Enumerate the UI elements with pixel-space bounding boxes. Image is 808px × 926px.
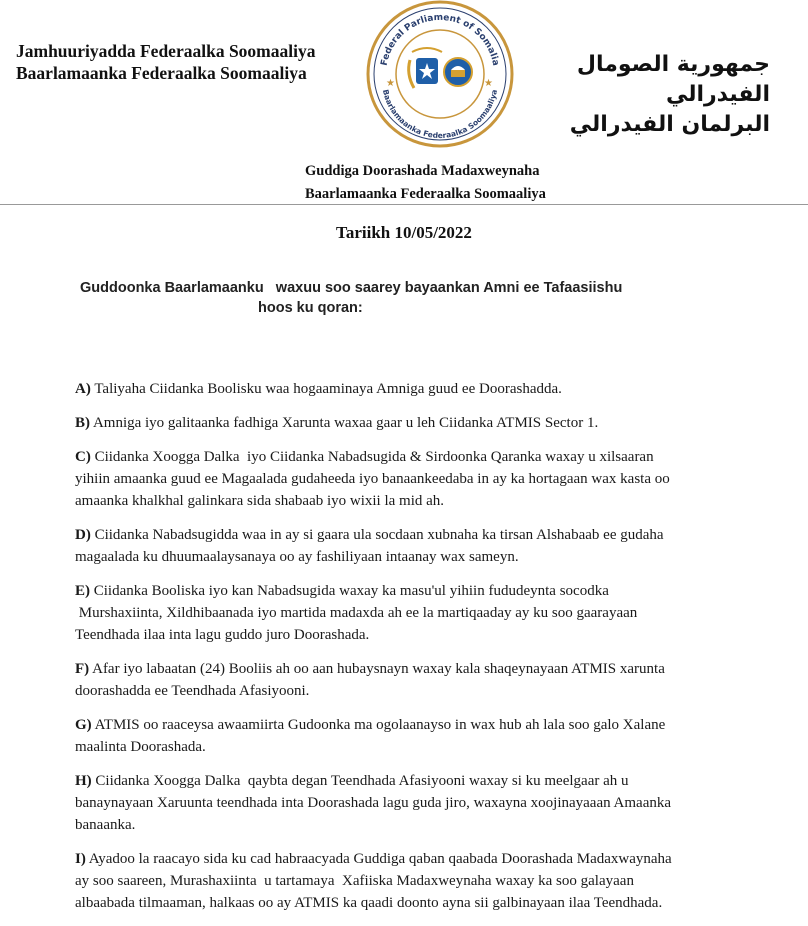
header-divider [0,204,808,205]
list-item [75,524,795,568]
item-line [75,658,795,680]
header-right-titles [510,50,770,140]
item-line [75,680,795,702]
list-item [75,378,795,400]
item-label: F) [75,661,90,677]
item-label: G) [75,717,92,733]
committee-line-2: Baarlamaanka Federaalka Soomaaliya [305,186,546,202]
item-text: Murshaxiinta, Xildhibaanada iyo martida madaxda ah ee la martiqaaday ay ku soo gaarayaan [75,605,638,621]
item-text: yihiin amaanka guud ee Magaalada gudaheeda iyo banaankeedaba in ay ka hortagaan wax kasta oo [75,471,670,487]
item-label: D) [75,527,91,543]
item-text: albaabada tilmaaman, halkaas oo ay ATMIS ka qaadi doonto ayna sii galbinayaan ilaa Teendhada. [75,895,663,911]
item-text: maalinta Doorashada. [75,739,206,755]
item-text: Ciidanka Nabadsugidda waa in ay si gaara ula socdaan xubnaha ka tirsan Alshabaab ee gudaha [94,527,664,543]
committee-name [305,160,605,206]
list-item [75,770,795,836]
security-items-list [75,378,795,926]
item-line [75,792,795,814]
list-item [75,412,795,434]
item-line [75,892,795,914]
star-icon: ★ [484,78,493,89]
intro-line-1: Guddoonka Baarlamaanku waxuu soo saarey bayaankan Amni ee Tafaasiishu [80,280,623,296]
parliament-seal [356,0,524,148]
item-line [75,714,795,736]
item-text: magaalada ku dhuumaalaysanaya oo ay fashiliyaan intaanay wax sameyn. [75,549,519,565]
list-item [75,580,795,646]
item-line [75,624,795,646]
item-text: Ayadoo la raacayo sida ku cad habraacyada Guddiga qaban qaabada Doorashada Madaxwaynaha [88,851,672,867]
item-line [75,814,795,836]
item-label: C) [75,449,91,465]
header-left-titles [16,40,346,84]
seal-inner-text: Baarlamaanka Federaalka Soomaaliya [380,88,500,141]
item-line [75,770,795,792]
item-line [75,446,795,468]
item-text: ay soo saareen, Murashaxiinta u tartamaya Xafiiska Madaxweynaha waxay ka soo galayaan [75,873,634,889]
item-line [75,412,795,434]
item-text: banaanka. [75,817,136,833]
item-label: E) [75,583,90,599]
item-text: doorashadda ee Teendhada Afasiyooni. [75,683,310,699]
item-text: Ciidanka Booliska iyo kan Nabadsugida waxay ka masu'ul yihiin fududeynta socodka [93,583,609,599]
item-text: ATMIS oo raaceysa awaamiirta Gudoonka ma ogolaanayso in wax hub ah lala soo galo Xalane [94,717,666,733]
item-label: I) [75,851,86,867]
republic-name-somali: Jamhuuriyadda Federaalka Soomaaliya [16,41,316,61]
item-label: H) [75,773,92,789]
list-item [75,714,795,758]
item-text: amaanka khalkhal galinkara sida shabaab iyo wixii la mid ah. [75,493,445,509]
item-line [75,848,795,870]
intro-line-2: hoos ku qoran: [258,300,363,316]
item-line [75,378,795,400]
republic-name-arabic: جمهورية الصومال الفيدرالي [576,52,770,107]
item-line [75,490,795,512]
item-text: Ciidanka Xoogga Dalka qaybta degan Teendhada Afasiyooni waxay si ku meelgaar ah u [95,773,629,789]
item-line [75,602,795,624]
item-text: Afar iyo labaatan (24) Booliis ah oo aan hubaysnayn waxay kala shaqeynayaan ATMIS xarunta [92,661,665,677]
item-label: A) [75,381,91,397]
item-text: Ciidanka Xoogga Dalka iyo Ciidanka Nabadsugida & Sirdoonka Qaranka waxay u xilsaaran [94,449,654,465]
parliament-name-arabic: البرلمان الفيدرالي [569,112,770,137]
item-line [75,546,795,568]
item-line [75,870,795,892]
list-item [75,658,795,702]
list-item [75,446,795,512]
item-line [75,580,795,602]
item-text: Teendhada ilaa inta lagu guddo juro Doorashada. [75,627,370,643]
item-text: Taliyaha Ciidanka Boolisku waa hogaaminaya Amniga guud ee Doorashadda. [94,381,562,397]
item-label: B) [75,415,90,431]
parliament-emblem-icon [444,58,472,86]
document-date: Tariikh 10/05/2022 [336,223,472,242]
item-text: banaynayaan Xaruunta teendhada inta Doorashada lagu guda jiro, waxayna xoojinayaaan Amaanka [75,795,672,811]
item-text: Amniga iyo galitaanka fadhiga Xarunta waxaa gaar u leh Ciidanka ATMIS Sector 1. [92,415,599,431]
intro-statement [80,278,720,318]
seal-outer-text: Federal Parliament of Somalia [379,12,501,67]
parliament-name-somali: Baarlamaanka Federaalka Soomaaliya [16,63,307,83]
star-icon: ★ [386,78,395,89]
committee-line-1: Guddiga Doorashada Madaxweynaha [305,163,540,179]
item-line [75,736,795,758]
list-item [75,848,795,914]
item-line [75,524,795,546]
item-line [75,468,795,490]
